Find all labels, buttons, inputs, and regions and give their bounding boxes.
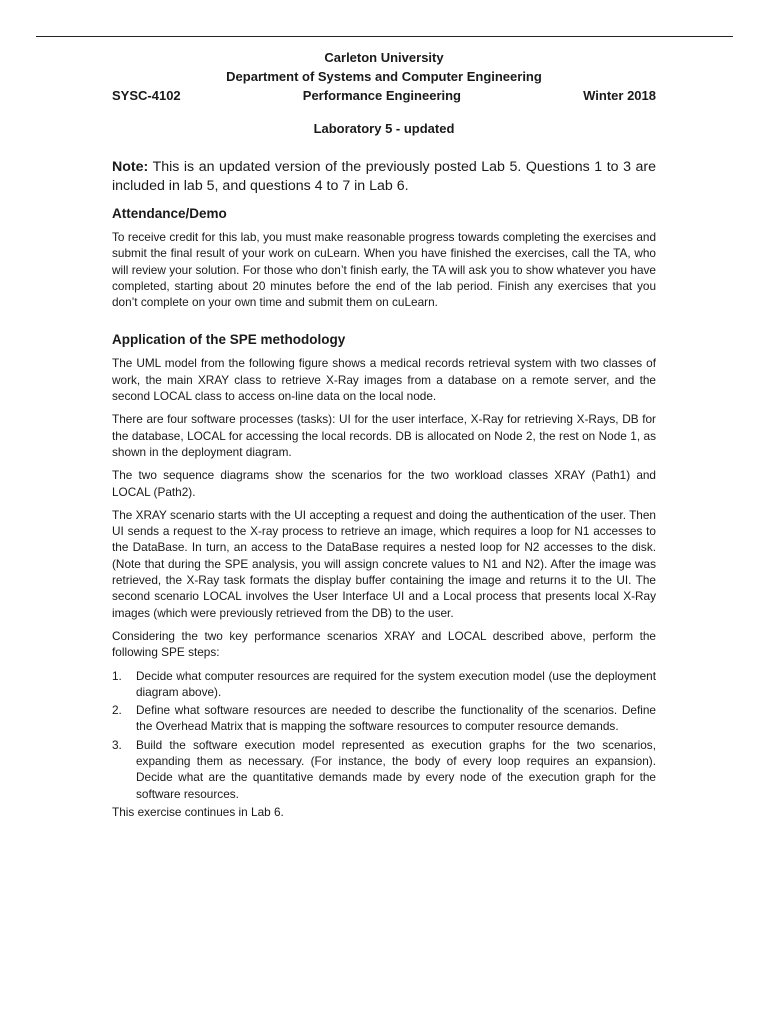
spe-paragraph: There are four software processes (tasks): UI for the user interface, X-Ray for retrieving X-Rays, DB for the database, LOCAL for accessing the local records. DB is allocated on Node 2, the rest on Node 1, as shown in the deployment diagram. bbox=[112, 412, 656, 459]
spe-paragraph: The XRAY scenario starts with the UI accepting a request and doing the authentication of the user. Then UI sends a request to the X-ray process to retrieve an image, which requires a loop for N1 accesses to the DataBase. In turn, an access to the DataBase requires a nested loop for N2 accesses to the disk. (Note that during the SPE analysis, you will assign concrete values to N1 and N2). After the image was retrieved, the X-Ray task formats the display buffer containing the image and returns it to the UI. The second scenario LOCAL involves the User Interface UI and a Local process that presents local X-Ray images (which were previously retrieved from the DB) to the user. bbox=[112, 507, 656, 620]
step-text: Decide what computer resources are required for the system execution model (use the deployment diagram above). bbox=[136, 668, 656, 699]
attendance-heading: Attendance/Demo bbox=[112, 206, 227, 221]
attendance-text: To receive credit for this lab, you must make reasonable progress towards completing the exercises and submit the final result of your work on cuLearn. When you have finished the exercises, call the TA, who will review your solution. For those who don’t finish early, the TA will ask you to show whatever you have completed, starting about 20 minutes before the end of the lab period. Finish any exercises that you don’t complete on your own time and submit them on cuLearn. bbox=[112, 230, 656, 310]
list-item bbox=[112, 702, 656, 735]
department-name: Department of Systems and Computer Engineering bbox=[226, 69, 542, 84]
step-text: Build the software execution model represented as execution graphs for the two scenarios, expanding them as necessary. (For instance, the body of every loop requires an expansion). Decide what are the quantitative demands made by every node of the execution graph for the software resources. bbox=[136, 737, 656, 801]
step-number: 3. bbox=[112, 737, 122, 752]
top-rule bbox=[36, 36, 733, 37]
list-item bbox=[112, 737, 656, 802]
lab-title: Laboratory 5 - updated bbox=[313, 121, 455, 136]
step-number: 2. bbox=[112, 703, 122, 718]
continues-note: This exercise continues in Lab 6. bbox=[112, 804, 284, 819]
list-item bbox=[112, 668, 656, 701]
course-subject: Performance Engineering bbox=[302, 88, 461, 103]
step-text: Define what software resources are needed to describe the functionality of the scenarios. Define the Overhead Matrix that is mapping the software resources to computer resource demands. bbox=[136, 703, 656, 734]
note-text: This is an updated version of the previously posted Lab 5. Questions 1 to 3 are included in lab 5, and questions 4 to 7 in Lab 6. bbox=[112, 159, 657, 194]
note-label: Note: bbox=[112, 159, 149, 175]
spe-paragraph: The two sequence diagrams show the scenarios for the two workload classes XRAY (Path1) and LOCAL (Path2). bbox=[112, 468, 656, 499]
course-header-row bbox=[112, 86, 656, 105]
spe-paragraph: The UML model from the following figure shows a medical records retrieval system with two classes of work, the main XRAY class to retrieve X-Ray images from a database on a remote server, and the second LOCAL class to access on-line data on the local node. bbox=[112, 356, 656, 404]
document-page bbox=[112, 48, 656, 820]
spe-steps-list bbox=[112, 668, 656, 802]
course-code: SYSC-4102 bbox=[112, 88, 181, 103]
spe-paragraph: Considering the two key performance scenarios XRAY and LOCAL described above, perform the following SPE steps: bbox=[112, 628, 656, 660]
university-name: Carleton University bbox=[324, 50, 444, 65]
note-paragraph bbox=[112, 158, 656, 196]
course-term: Winter 2018 bbox=[583, 88, 656, 103]
step-number: 1. bbox=[112, 668, 122, 683]
spe-heading: Application of the SPE methodology bbox=[112, 332, 346, 348]
